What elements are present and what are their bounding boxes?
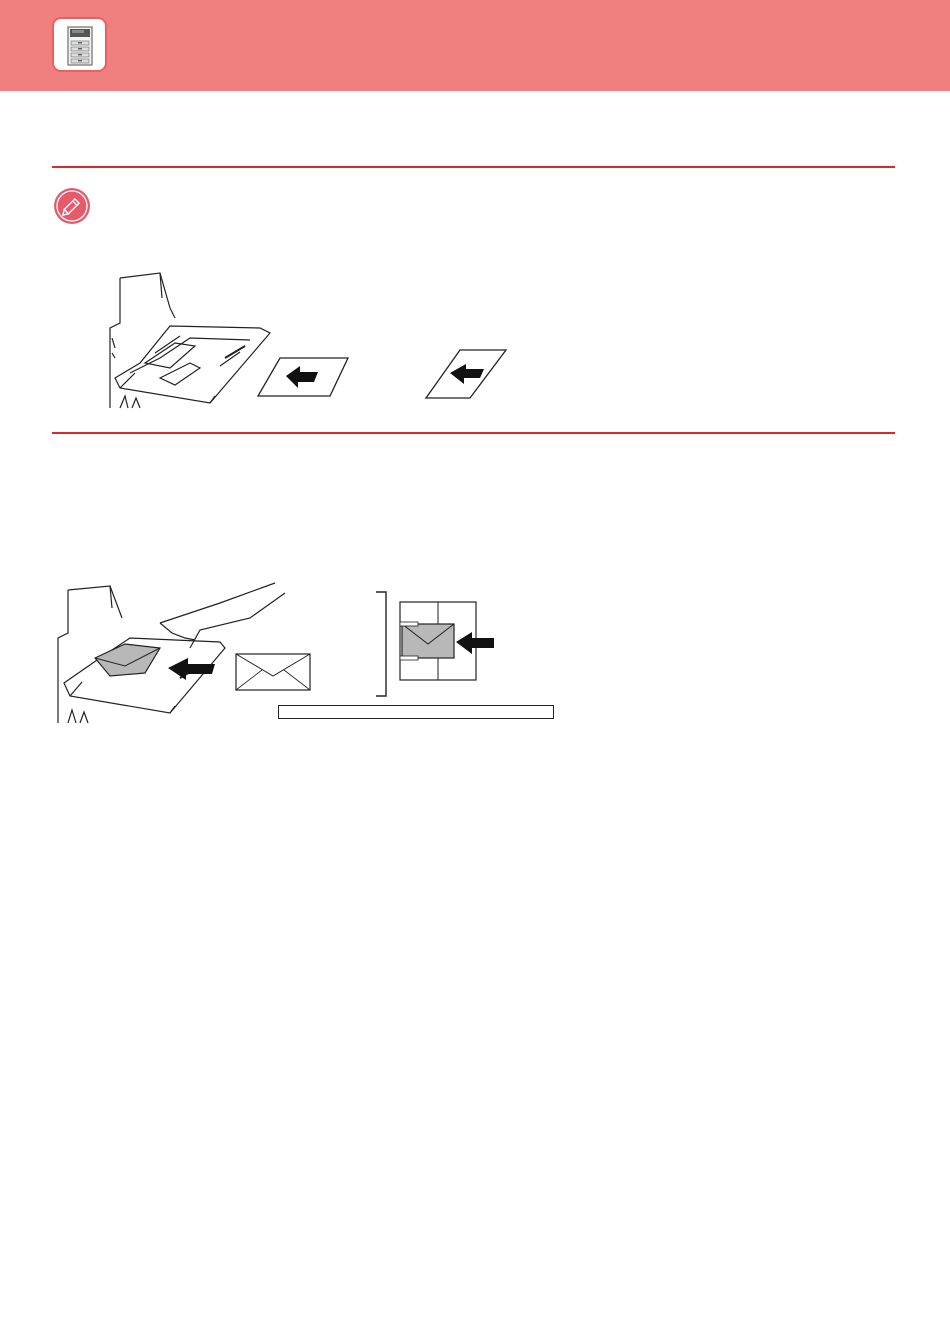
bypass-tray-envelope-icon (58, 583, 285, 723)
home-button[interactable] (52, 17, 107, 72)
note-bottom-rule (52, 432, 895, 434)
pencil-note-icon (53, 187, 91, 225)
bypass-tray-figure (100, 268, 520, 418)
note-top-rule (52, 166, 895, 168)
paper-arrow-icon (426, 350, 506, 398)
bypass-tray-icon (110, 273, 270, 408)
paper-arrow-icon (258, 358, 348, 396)
figure-caption-box (278, 705, 554, 719)
envelope-icon (236, 654, 310, 690)
header-band (0, 0, 950, 91)
tray-envelope-icon (376, 592, 494, 696)
copier-icon (66, 25, 94, 67)
